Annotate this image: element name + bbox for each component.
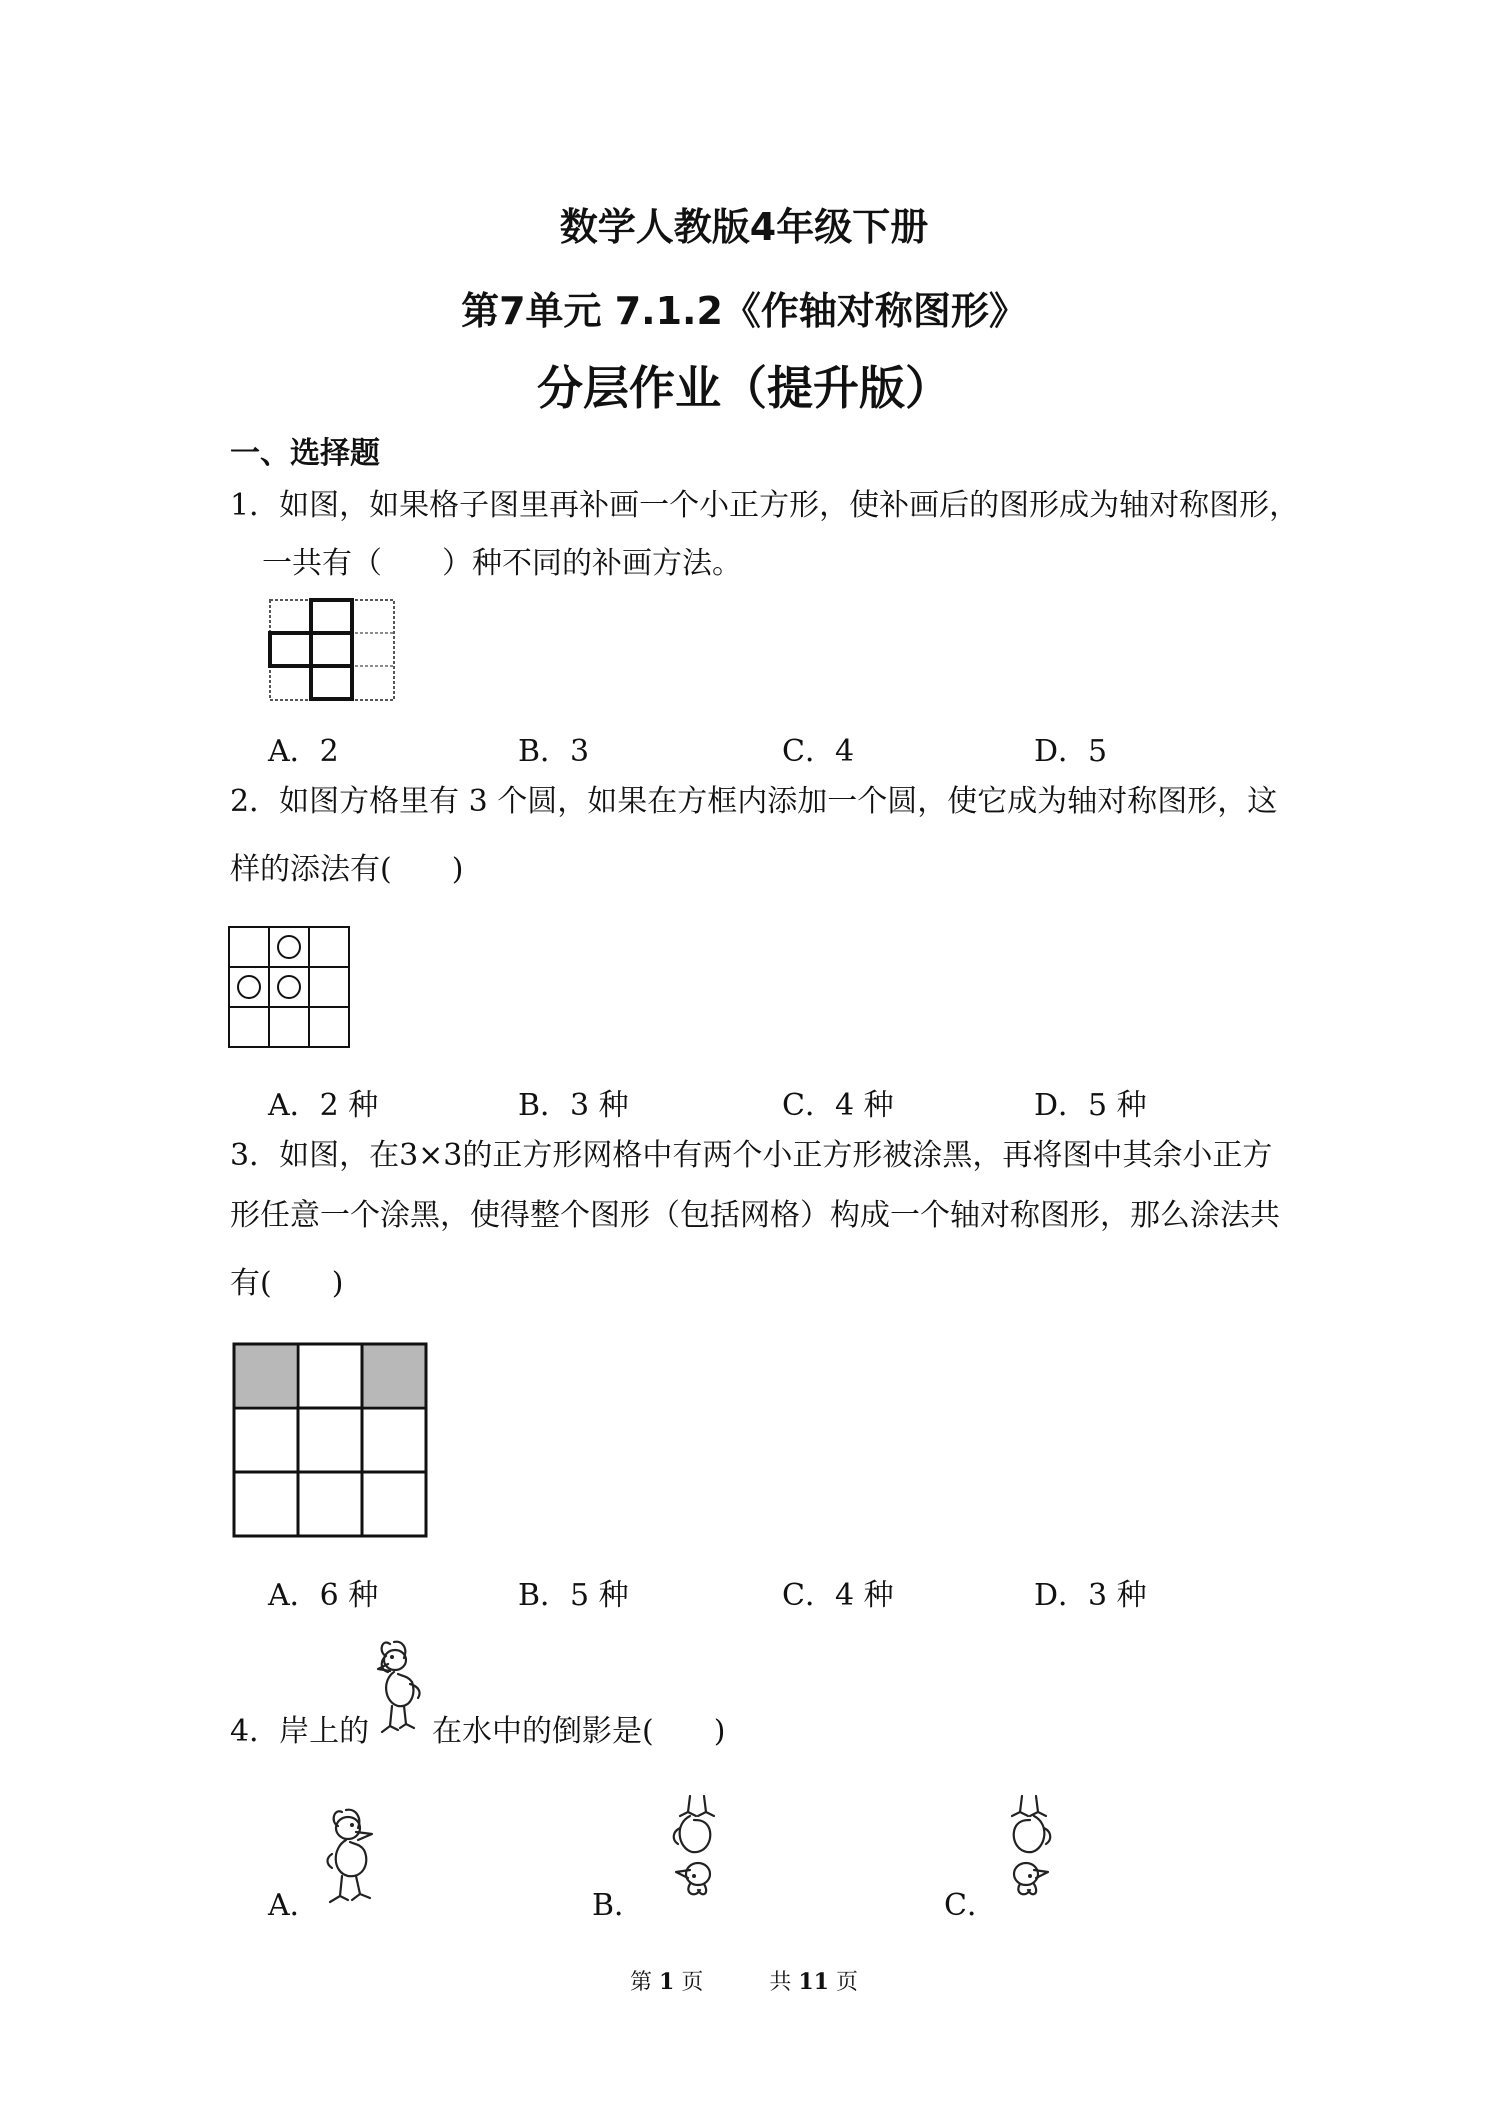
question-1-option-c[interactable]: C．4: [782, 734, 855, 769]
question-2-option-a[interactable]: A．2 种: [268, 1088, 379, 1123]
question-1-option-d[interactable]: D．5: [1034, 734, 1108, 769]
duck-option-b-image[interactable]: [660, 1790, 732, 1900]
duck-image: [368, 1636, 432, 1746]
question-3-option-d[interactable]: D．3 种: [1034, 1578, 1147, 1613]
question-3-line-1: 3．如图，在3×3的正方形网格中有两个小正方形被涂黑，再将图中其余小正方: [230, 1138, 1273, 1173]
question-1-line-1: 1．如图，如果格子图里再补画一个小正方形，使补画后的图形成为轴对称图形，: [230, 488, 1300, 523]
duck-option-a-image[interactable]: [318, 1804, 390, 1912]
question-2-line-2: 样的添法有( ): [230, 852, 464, 887]
doc-title-unit: 第7单元 7.1.2《作轴对称图形》: [461, 289, 1027, 333]
question-3-option-c[interactable]: C．4 种: [782, 1578, 894, 1613]
question-3-line-2: 形任意一个涂黑，使得整个图形（包括网格）构成一个轴对称图形，那么涂法共: [230, 1198, 1280, 1233]
doc-title-version: 分层作业（提升版）: [537, 361, 951, 415]
question-1-grid-figure: [268, 598, 396, 702]
question-3-option-b[interactable]: B．5 种: [518, 1578, 629, 1613]
question-3-grid-figure: [232, 1342, 428, 1538]
footer-page-mid: 页 共: [681, 1970, 792, 1995]
question-2-grid-figure: [228, 926, 350, 1048]
question-4-option-a[interactable]: A．: [268, 1888, 320, 1923]
question-2-option-b[interactable]: B．3 种: [518, 1088, 629, 1123]
question-3-line-3: 有( ): [230, 1266, 344, 1301]
question-4-prefix: 4．岸上的: [230, 1714, 370, 1749]
question-2-option-c[interactable]: C．4 种: [782, 1088, 894, 1123]
duck-option-c-image[interactable]: [994, 1790, 1066, 1900]
section-heading: 一、选择题: [230, 436, 380, 471]
footer-page-number: 1: [659, 1969, 675, 1995]
question-4-suffix: 在水中的倒影是( ): [432, 1714, 726, 1749]
footer-total-pages: 11: [798, 1969, 829, 1995]
footer-page-suffix: 页: [835, 1970, 858, 1995]
question-1-option-b[interactable]: B．3: [518, 734, 590, 769]
question-3-option-a[interactable]: A．6 种: [268, 1578, 379, 1613]
question-1-line-2: 一共有（ ）种不同的补画方法。: [262, 546, 742, 581]
question-2-option-d[interactable]: D．5 种: [1034, 1088, 1147, 1123]
question-2-line-1: 2．如图方格里有 3 个圆，如果在方框内添加一个圆，使它成为轴对称图形，这: [230, 784, 1278, 819]
question-4-option-c[interactable]: C．: [944, 1888, 997, 1923]
footer-page-prefix: 第: [630, 1970, 653, 1995]
question-1-option-a[interactable]: A．2: [268, 734, 339, 769]
page-footer: [0, 1965, 1488, 1996]
doc-title-grade: 数学人教版4年级下册: [559, 205, 929, 249]
question-4-option-b[interactable]: B．: [592, 1888, 645, 1923]
